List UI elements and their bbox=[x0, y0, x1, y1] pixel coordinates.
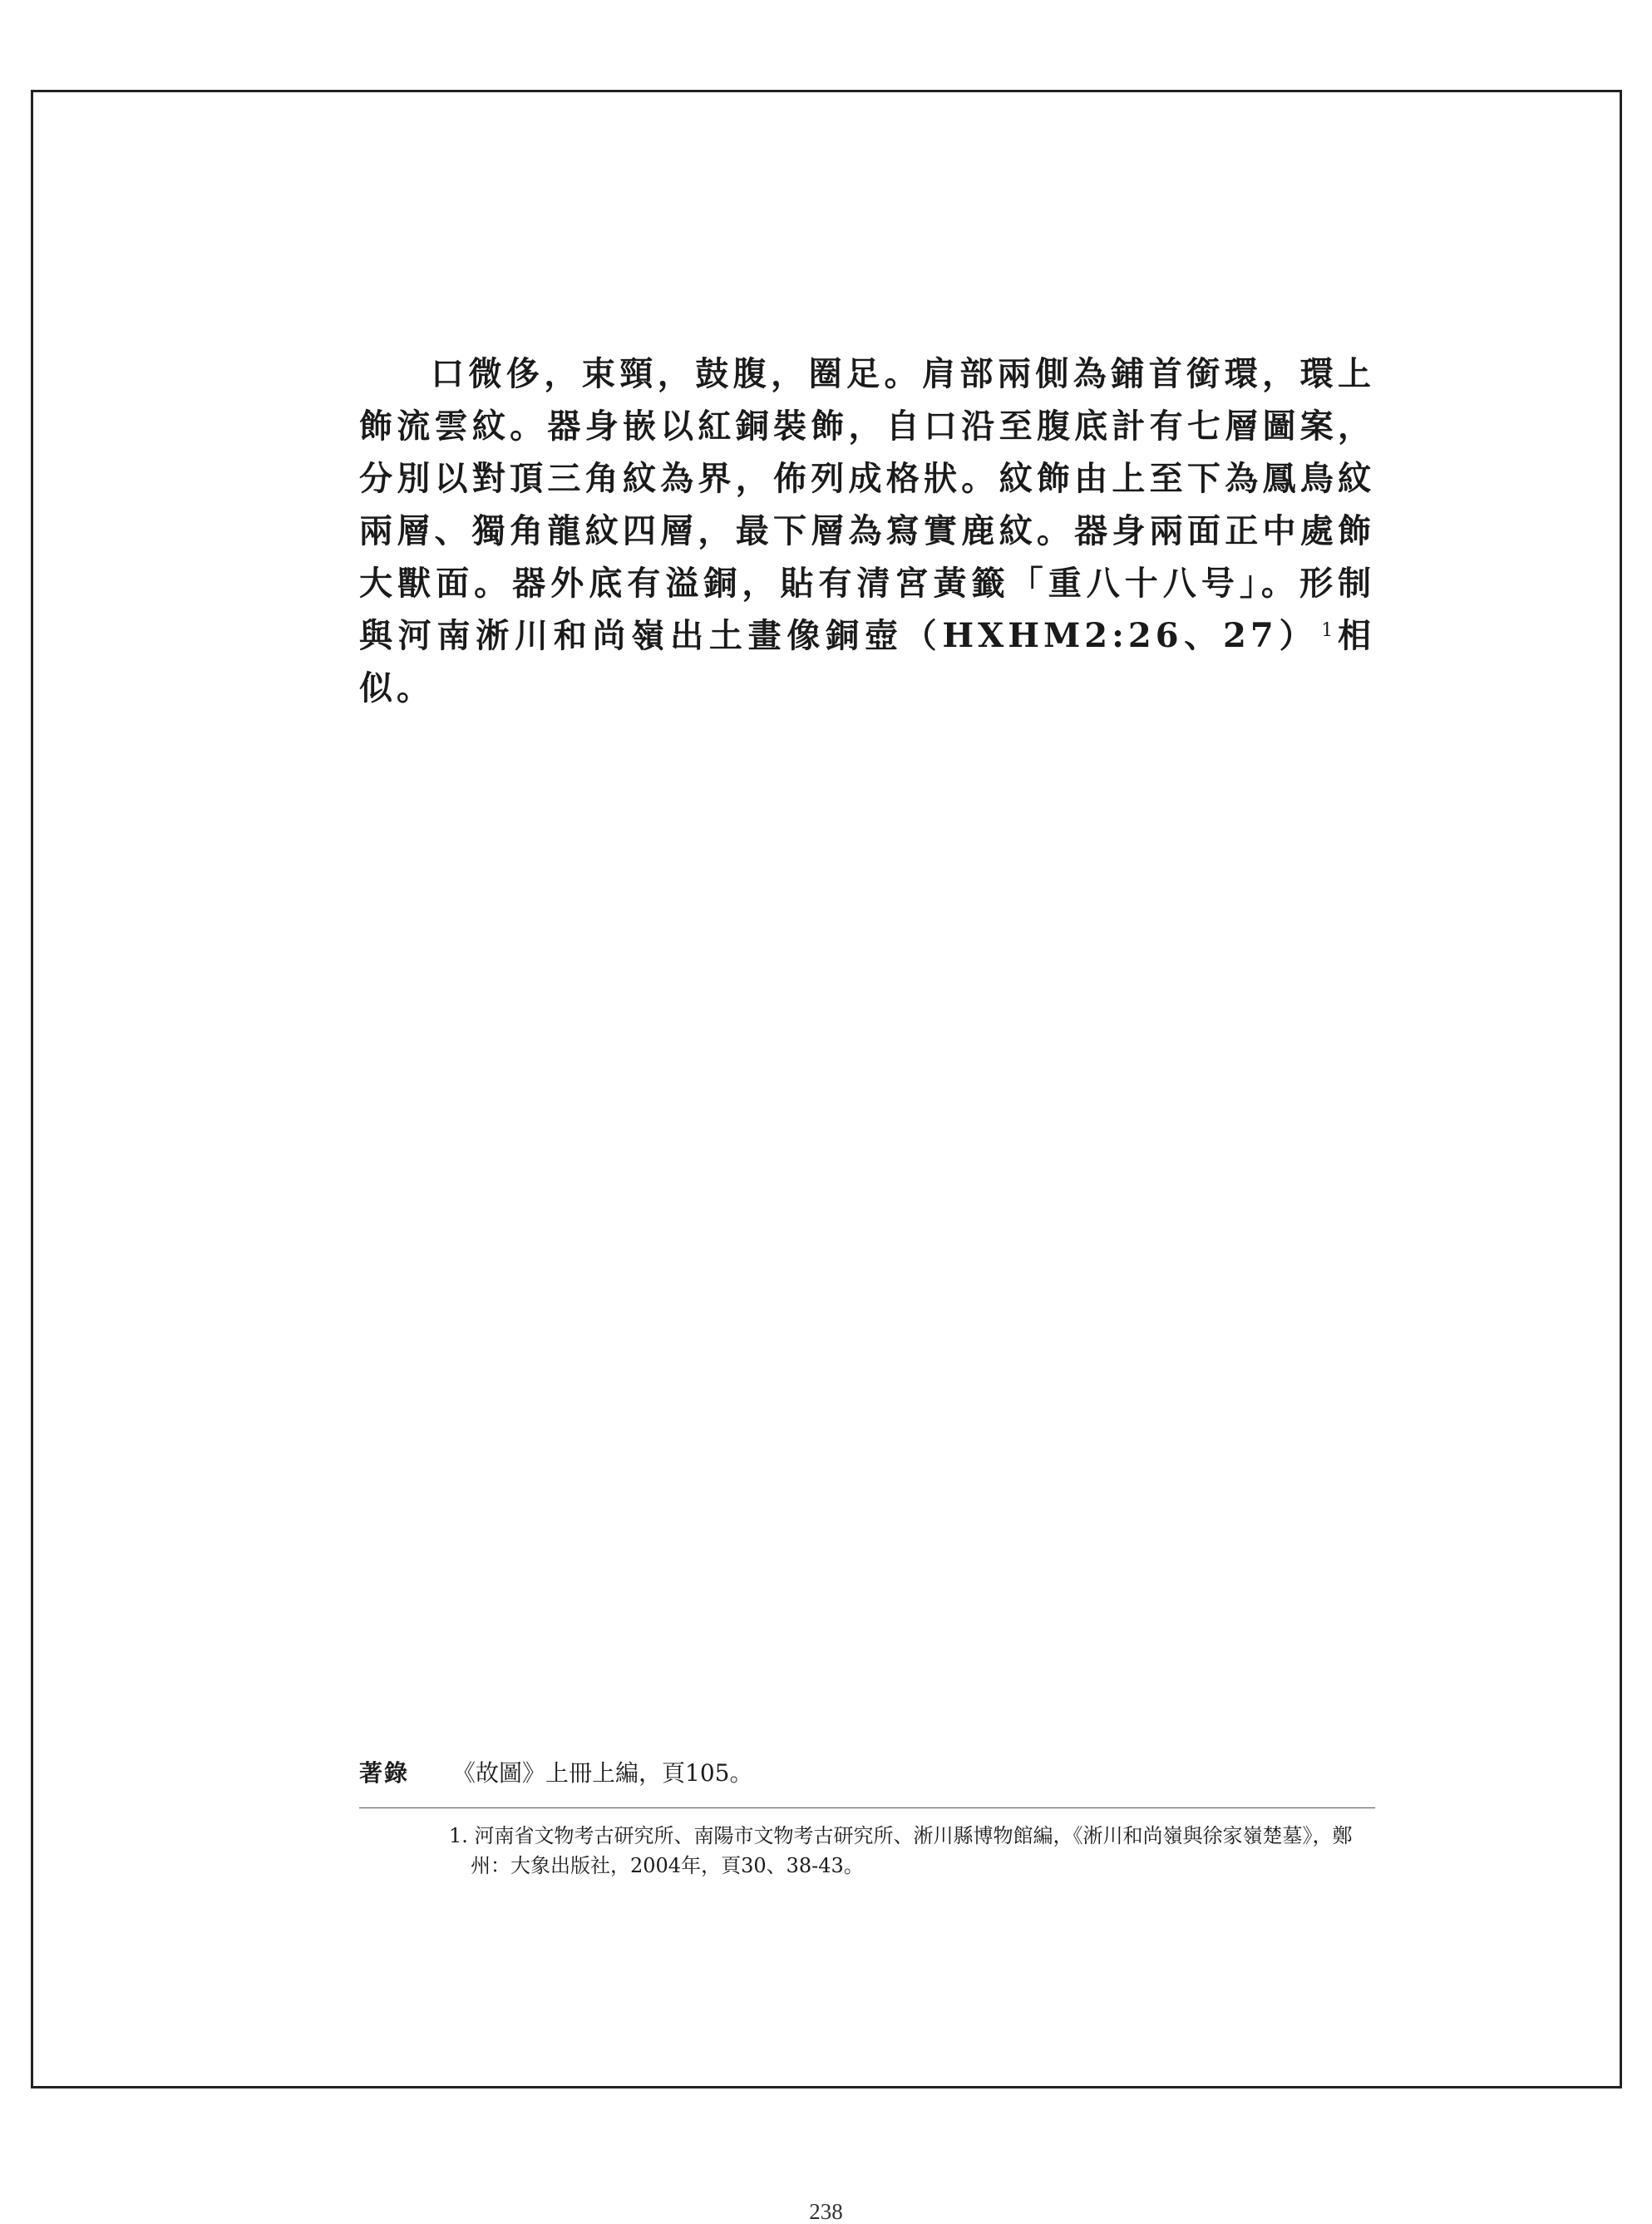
catalog-entry bbox=[359, 1757, 1375, 1790]
footnote-reference[interactable]: 1 bbox=[1321, 620, 1334, 641]
body-paragraph bbox=[359, 348, 1375, 714]
catalog-text: 《故圖》上冊上編，頁105。 bbox=[452, 1759, 753, 1787]
footnote-divider bbox=[359, 1807, 1375, 1808]
body-text-main: 口微侈，束頸，鼓腹，圈足。肩部兩側為鋪首銜環，環上飾流雲紋。器身嵌以紅銅裝飾，自口沿至腹底計有七層圖案，分別以對頂三角紋為界，佈列成格狀。紋飾由上至下為鳳鳥紋兩層、獨角龍紋四層，最下層為寫實鹿紋。器身兩面正中處飾大獸面。器外底有溢銅，貼有清宮黃籤「重八十八号」。形制與河南淅川和尚嶺出土畫像銅壺（HXHM2:26、27） bbox=[359, 354, 1375, 655]
body-text-tail: 相似。 bbox=[359, 616, 1376, 708]
catalog-label: 著錄 bbox=[359, 1759, 410, 1787]
page-number: 238 bbox=[809, 2199, 843, 2224]
footnote-1: 1. 河南省文物考古研究所、南陽市文物考古研究所、淅川縣博物館編，《淅川和尚嶺與徐家嶺楚墓》，鄭州：大象出版社，2004年，頁30、38-43。 bbox=[449, 1824, 1353, 1877]
